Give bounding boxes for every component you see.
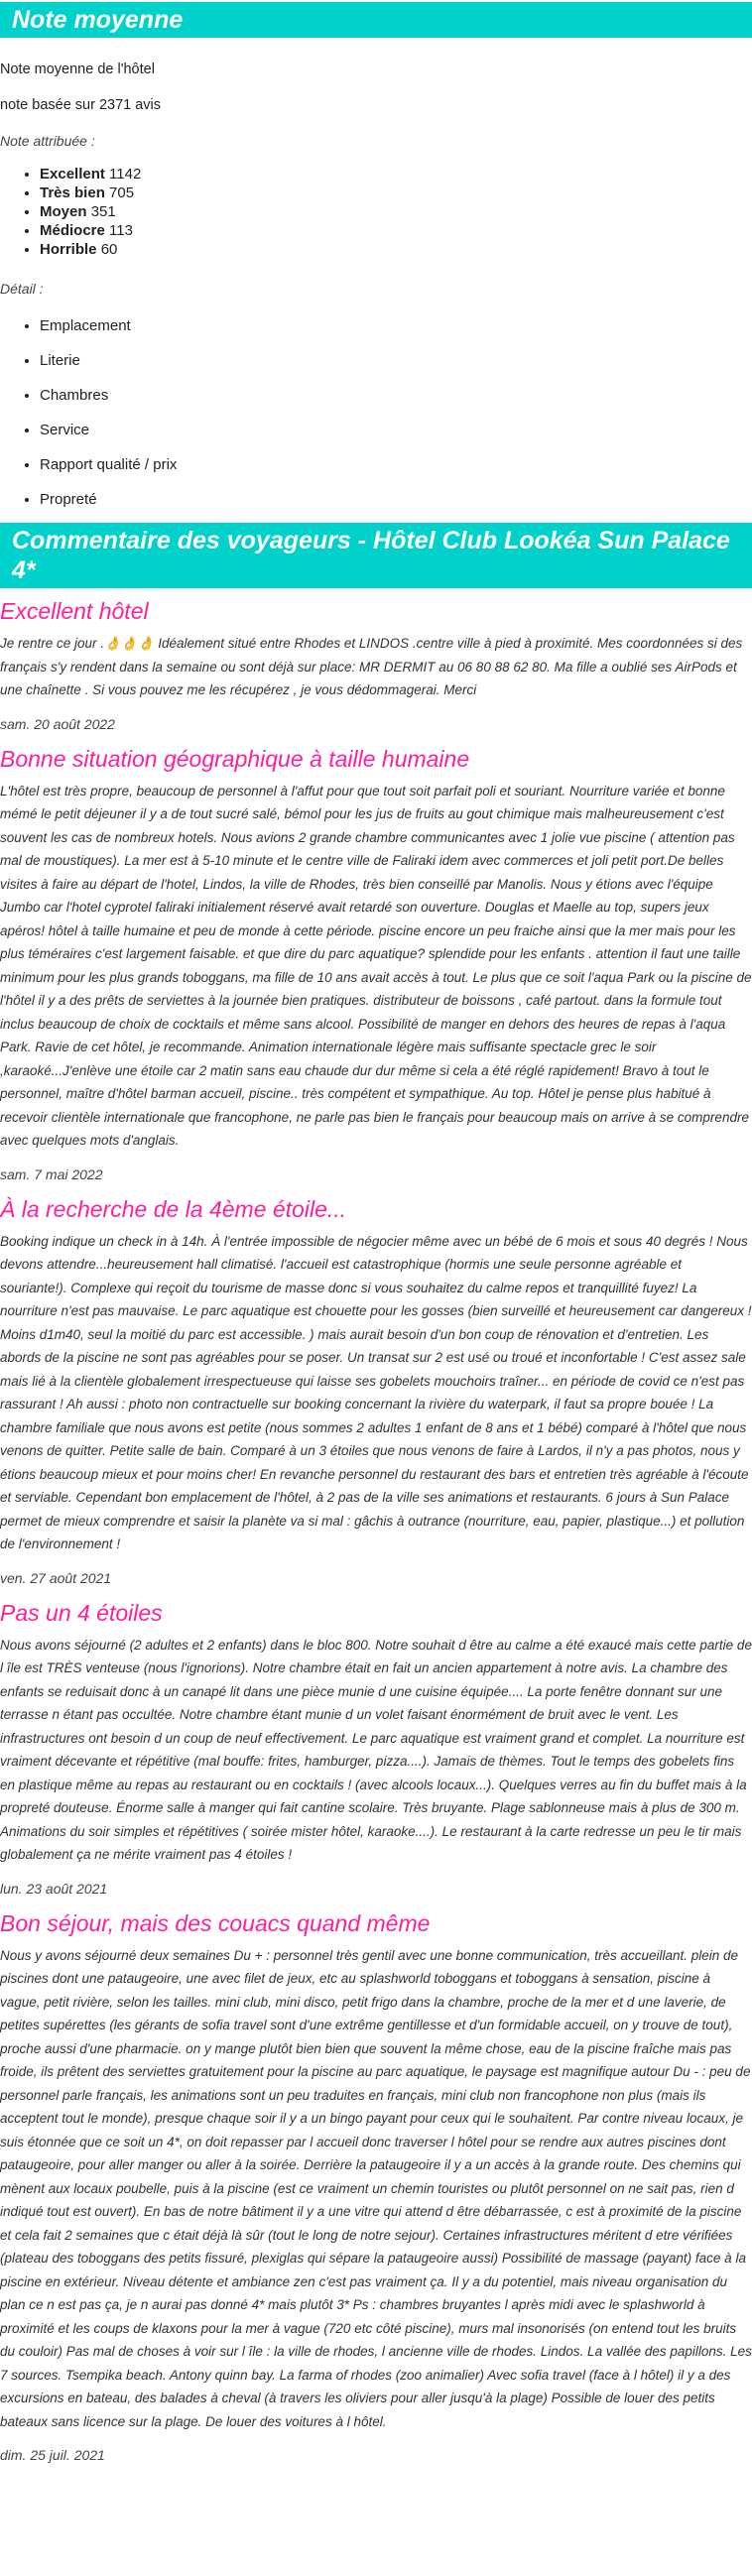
review-title: À la recherche de la 4ème étoile... <box>0 1195 347 1222</box>
rating-distribution <box>0 165 752 259</box>
hotel-average-line: Note moyenne de l'hôtel <box>0 61 155 77</box>
attributed-label: Note attribuée : <box>0 133 95 149</box>
detail-item: • Rapport qualité / prix <box>40 455 752 474</box>
review-body: Nous y avons séjourné deux semaines Du + : personnel très gentil avec une bonne communication, très accueillant. plein de piscines dont une pataugeoire, une avec filet de jeux, etc au splashworld toboggans et toboggans à sensation, piscine à vague, petit rivière, selon les tailles. mini club, mini disco, petit frigo dans la chambre, proche de la mer et d une laverie, de petites supérettes (les gérants de sofia travel sont d'une extrême gentillesse et d'un formidable accueil, on y trouve de tout), proche aussi d'une pharmacie. on y mange plutôt bien bien que souvent la même chose, eau de la piscine fraîche mais pas froide, ils prêtent des serviettes gratuitement pour la piscine au parc aquatique, le paysage est magnifique autour Du - : peu de personnel parle français, les animations sont un peu traduites en français, mini club non francophone non plus (mais ils acceptent tout le monde), presque chaque soir il y a un bingo payant pour ceux qui le souhaitent. Par contre niveau locaux, je suis étonnée que ce soit un 4*, on doit repasser par l accueil donc traverser l hôtel pour se rendre aux autres piscines dont pataugeoire, pour aller manger ou aller à la soirée. Derrière la pataugeoire il y a un accès à la grande route. Des chemins qui mènent aux locaux poubelle, puis à la piscine (est ce vraiment un chemin touristes ou plutôt personnel on ne sait pas, rien d indiqué tout est ouvert). En bas de notre bâtiment il y a une vitre qui attend d être débarrassée, c est à proximité de la piscine et cela fait 2 semaines que c était déjà là sûr (tout le long de notre sejour). Certaines infrastructures méritent d etre vérifiées (plateau des toboggans des petits fissuré, plexiglas qui sépare la pataugeoire aussi) Possibilité de massage (payant) face à la piscine en extérieur. Niveau détente et ambiance zen c'est pas vraiment ça. Il y a du potentiel, mais niveau organisation du plan ce n est pas ça, je n aurai pas donné 4* mais plutôt 3* Ps : chambres bruyantes l après midi avec le splashworld à proximité et les coups de klaxons pour la mer à vague (720 etc côté piscine), murs mal insonorisés (on entend tout les bruits du couloir) Pas mal de choses à voir sur l île : la ville de rhodes, l ancienne ville de rhodes. Lindos. La vallée des papillons. Les 7 sources. Tsempika beach. Antony quinn bay. La farma of rhodes (zoo animalier) Avec sofia travel (face à l hôtel) il y a des excursions en bateau, des balades à cheval (à travers les oliviers pour aller jusqu'à la plage) Possible de louer des petits bateaux sans licence sur la plage. De louer des voitures à l hôtel. <box>0 1947 752 2429</box>
review-item <box>0 744 752 1182</box>
rating-item: • Médiocre 113 <box>40 221 752 240</box>
rating-item: • Très bien 705 <box>40 184 752 202</box>
review-date: sam. 20 août 2022 <box>0 715 115 732</box>
review-date: ven. 27 août 2021 <box>0 1569 112 1586</box>
review-title: Excellent hôtel <box>0 598 149 624</box>
rating-section <box>0 61 752 509</box>
detail-item: • Emplacement <box>40 316 752 335</box>
detail-item: • Chambres <box>40 386 752 405</box>
review-date: dim. 25 juil. 2021 <box>0 2447 105 2463</box>
review-title: Pas un 4 étoiles <box>0 1599 163 1626</box>
detail-item: • Service <box>40 421 752 439</box>
review-body: Booking indique un check in à 14h. À l'entrée impossible de négocier même avec un bébé de 6 mois et sous 40 degrés ! Nous devons attendre...heureusement hall climatisé. l'accueil est catastrophique (hormis une seule personne agréable et souriante!). Complexe qui reçoit du tourisme de masse donc si vous souhaitez du calme repos et tranquillité fuyez! La nourriture n'est pas mauvaise. Le parc aquatique est chouette pour les gosses (bien surveillé et heureusement car dangereux ! Moins d1m40, seul la moitié du parc est accessible. ) mais aurait besoin d'un bon coup de rénovation et d'entretien. Les abords de la piscine ne sont pas agréables pour se poser. Un transat sur 2 est usé ou troué et inconfortable ! C'est assez sale mais lié à la clientèle globalement irrespectueuse qui laisse ses gobelets mouchoirs traîner... en période de covid ce n'est pas rassurant ! Ah aussi : photo non contractuelle sur booking concernant la rivière du waterpark, il faut sa propre bouée ! La chambre familiale que nous avons est petite (nous sommes 2 adultes 1 enfant de 8 ans et 1 bébé) comparé à l'hôtel que nous venons de quitter. Petite salle de bain. Comparé à un 3 étoiles que nous venons de faire à Lardos, il n'y a pas photos, nous y étions beaucoup mieux et pour moins cher! En revanche personnel du restaurant des bars et entretien très agréable à l'écoute et serviable. Cependant bon emplacement de l'hôtel, à 2 pas de la ville ses animations et restaurants. 6 jours à Sun Palace permet de mieux comprendre et saisir la planète va si mal : gâchis à outrance (nourriture, eau, papier, plastique...) et pollution de l'environnement ! <box>0 1233 752 1551</box>
review-date: lun. 23 août 2021 <box>0 1880 108 1897</box>
rating-item: • Horrible 60 <box>40 240 752 259</box>
review-body: L'hôtel est très propre, beaucoup de personnel à l'affut pour que tout soit parfait poli et souriant. Nourriture variée et bonne mémé le petit déjeuner il y a de tout sucré salé, bémol pour les jus de fruits au gout chimique mais malheureusement c'est souvent les cas de nombreux hotels. Nous avions 2 grande chambre communicantes avec 1 jolie vue piscine ( attention pas mal de moustiques). La mer est à 5-10 minute et le centre ville de Faliraki idem avec commerces et joli petit port.De belles visites à faire au départ de l'hotel, Lindos, la ville de Rhodes, très bien conseillé par Manolis. Nous y étions avec l'équipe Jumbo car l'hotel cyprotel faliraki initialement réservé avait retardé son ouverture. Douglas et Maelle au top, supers jeux apéros! hôtel à taille humaine et peu de monde à cette période. piscine encore un peu fraiche ainsi que la mer mais pour les plus téméraires c'est largement faisable. et que dire du parc aquatique? splendide pour les enfants . attention il faut une taille minimum pour les plus grands toboggans, ma fille de 10 ans avait accès à tout. Le plus que ce soit l'aqua Park ou la piscine de l'hôtel il y a des prêts de serviettes à la journée bien pratiques. distributeur de boissons , café partout. dans la formule tout inclus beaucoup de choix de cocktails et même sans alcool. Possibilité de manger en dehors des heures de repas à l'aqua Park. Ravie de cet hôtel, je recommande. Animation internationale légère mais suffisante spectacle grec le soir ,karaoké...J'enlève une étoile car 2 matin sans eau chaude dur dur même si cela a été réglé rapidement! Bravo à tout le personnel, maître d'hôtel barman accueil, piscine.. très compétent et sympathique. Au top. Hôtel je pense plus habitué à recevoir clientèle internationale que francophone, ne parle pas bien le français pour beaucoup mais on arrive à se comprendre avec quelques mots d'anglais. <box>0 783 752 1148</box>
detail-label: Détail : <box>0 281 44 297</box>
review-body: Je rentre ce jour .👌👌👌 Idéalement situé entre Rhodes et LINDOS .centre ville à pied à proximité. Mes coordonnées si des français s'y rendent dans la semaine ou sont déjà sur place: MR DERMIT au 06 80 88 62 80. Ma fille a oublié ses AirPods et une chaînette . Si vous pouvez me les récupérez , je vous dédommagerai. Merci <box>0 636 743 697</box>
detail-item: • Literie <box>40 351 752 370</box>
reviews-banner: Commentaire des voyageurs - Hôtel Club Lookéa Sun Palace 4* <box>0 523 752 588</box>
review-count: note basée sur 2371 avis <box>0 97 162 113</box>
review-item <box>0 1194 752 1586</box>
review-item <box>0 1598 752 1897</box>
detail-list <box>0 316 752 509</box>
rating-item: • Moyen 351 <box>40 202 752 221</box>
review-title: Bonne situation géographique à taille humaine <box>0 745 470 772</box>
reviews-list <box>0 596 752 2463</box>
review-item <box>0 1908 752 2464</box>
rating-banner: Note moyenne <box>0 2 752 38</box>
review-title: Bon séjour, mais des couacs quand même <box>0 1909 431 1936</box>
detail-item: • Propreté <box>40 490 752 509</box>
rating-item: • Excellent 1142 <box>40 165 752 184</box>
review-item <box>0 596 752 732</box>
review-date: sam. 7 mai 2022 <box>0 1165 103 1182</box>
review-body: Nous avons séjourné (2 adultes et 2 enfants) dans le bloc 800. Notre souhait d être au calme a été exaucé mais cette partie de l île est TRÈS venteuse (nous l'ignorions). Notre chambre était en fait un ancien appartement à notre avis. La chambre des enfants se reduisait donc à un canapé lit dans une pièce munie d une cuisine équipée.... La porte fenêtre donnant sur une terrasse n étant pas occultée. Notre chambre étant munie d un volet faisant énormément de bruit avec le vent. Les infrastructures ont besoin d un coup de neuf effectivement. Le parc aquatique est vraiment grand et complet. La nourriture est vraiment décevante et répétitive (mal bouffe: frites, hamburger, pizza....). Jamais de thèmes. Tout le temps des gobelets fins en plastique même au repas au restaurant ou en cocktails ! (avec alcools locaux...). Quelques verres au fin du buffet mais à la propreté douteuse. Énorme salle à manger qui fait cantine scolaire. Très bruyante. Plage sablonneuse mais à plus de 300 m. Animations du soir simples et répétitives ( soirée mister hôtel, karaoke....). Le restaurant à la carte redresse un peu le tir mais globalement ça ne mérite vraiment pas 4 étoiles ! <box>0 1637 752 1862</box>
